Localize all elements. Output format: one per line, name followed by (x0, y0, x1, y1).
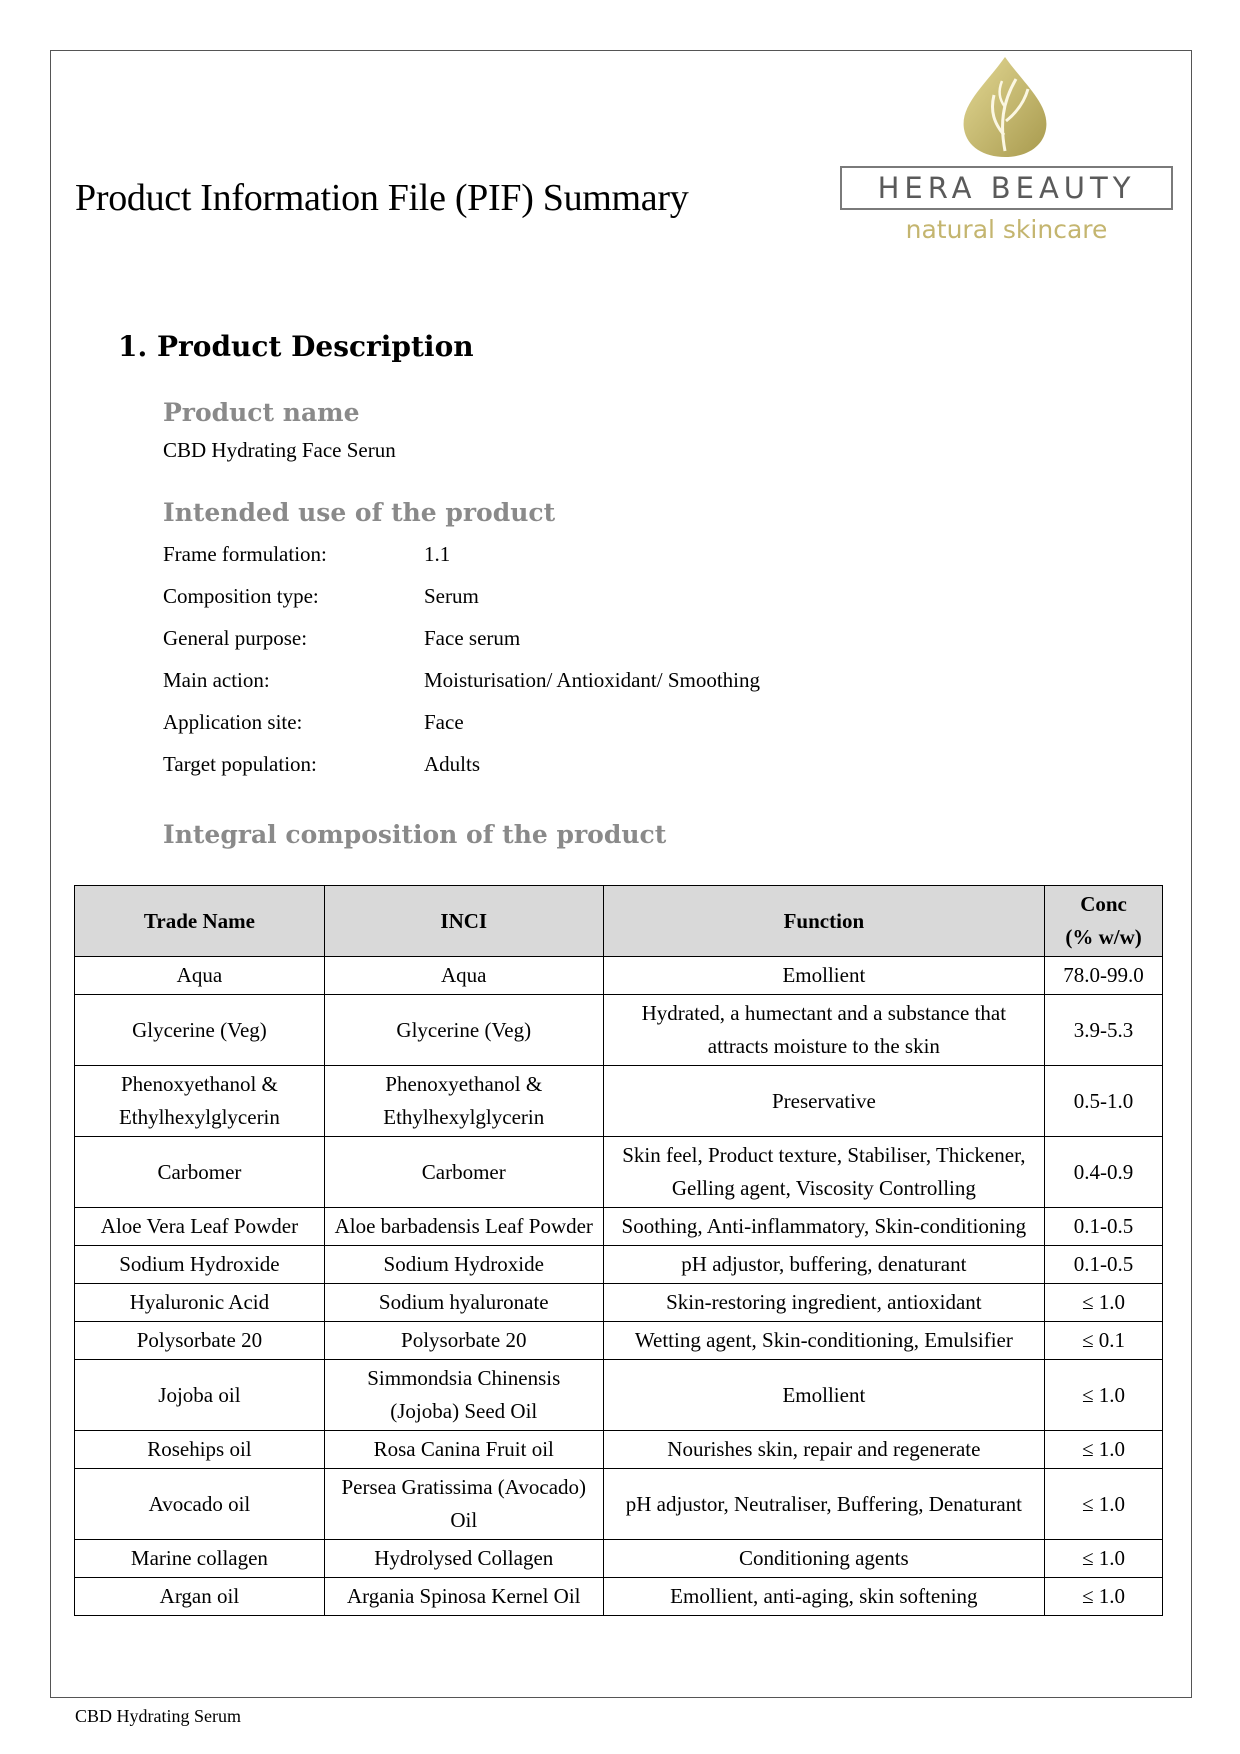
row-label: General purpose: (163, 626, 308, 650)
table-row (75, 1322, 1163, 1360)
row-label: Target population: (163, 752, 317, 776)
row-value: 1.1 (424, 542, 451, 566)
cell-trade-name: Rosehips oil (75, 1431, 325, 1469)
cell-inci: Argania Spinosa Kernel Oil (324, 1578, 603, 1616)
cell-conc: 0.1-0.5 (1045, 1208, 1163, 1246)
cell-trade-name: Aqua (75, 957, 325, 995)
cell-inci: Hydrolysed Collagen (324, 1540, 603, 1578)
intended-use-row (163, 668, 1063, 700)
column-header-trade-name: Trade Name (75, 886, 325, 957)
row-value: Adults (424, 752, 481, 776)
cell-conc: 0.1-0.5 (1045, 1246, 1163, 1284)
cell-inci: Sodium hyaluronate (324, 1284, 603, 1322)
cell-trade-name: Hyaluronic Acid (75, 1284, 325, 1322)
cell-function: Hydrated, a humectant and a substance that attracts moisture to the skin (603, 995, 1044, 1066)
cell-inci: Aqua (324, 957, 603, 995)
column-header-function: Function (603, 886, 1044, 957)
brand-tagline: natural skincare (905, 215, 1108, 244)
cell-function: Preservative (603, 1066, 1044, 1137)
column-header-conc (1045, 886, 1163, 957)
conc-header-line1: Conc (1080, 892, 1127, 916)
table-row (75, 1578, 1163, 1616)
cell-conc: 78.0-99.0 (1045, 957, 1163, 995)
row-label: Application site: (163, 710, 303, 734)
cell-function: Skin feel, Product texture, Stabiliser, Thickener, Gelling agent, Viscosity Controlling (603, 1137, 1044, 1208)
product-name-heading: Product name (163, 398, 360, 427)
intended-use-row (163, 584, 1063, 616)
cell-conc: ≤ 1.0 (1045, 1469, 1163, 1540)
table-row (75, 1360, 1163, 1431)
row-label: Main action: (163, 668, 270, 692)
cell-trade-name: Phenoxyethanol & Ethylhexylglycerin (75, 1066, 325, 1137)
cell-conc: 0.5-1.0 (1045, 1066, 1163, 1137)
intended-use-row (163, 752, 1063, 784)
row-label: Composition type: (163, 584, 319, 608)
cell-function: Conditioning agents (603, 1540, 1044, 1578)
cell-conc: 3.9-5.3 (1045, 995, 1163, 1066)
cell-inci: Sodium Hydroxide (324, 1246, 603, 1284)
table-row (75, 957, 1163, 995)
cell-trade-name: Jojoba oil (75, 1360, 325, 1431)
cell-function: Skin-restoring ingredient, antioxidant (603, 1284, 1044, 1322)
table-row (75, 1284, 1163, 1322)
cell-inci: Carbomer (324, 1137, 603, 1208)
row-label: Frame formulation: (163, 542, 327, 566)
conc-header-line2: (% w/w) (1065, 925, 1142, 949)
table-row (75, 1246, 1163, 1284)
cell-trade-name: Sodium Hydroxide (75, 1246, 325, 1284)
cell-trade-name: Aloe Vera Leaf Powder (75, 1208, 325, 1246)
table-row (75, 1469, 1163, 1540)
intended-use-heading: Intended use of the product (163, 498, 556, 527)
cell-conc: ≤ 0.1 (1045, 1322, 1163, 1360)
cell-inci: Simmondsia Chinensis (Jojoba) Seed Oil (324, 1360, 603, 1431)
table-row (75, 1208, 1163, 1246)
composition-table (74, 885, 1163, 1616)
cell-inci: Phenoxyethanol & Ethylhexylglycerin (324, 1066, 603, 1137)
row-value: Face serum (424, 626, 521, 650)
page-footer: CBD Hydrating Serum (75, 1706, 241, 1726)
table-row (75, 1540, 1163, 1578)
intended-use-row (163, 542, 1063, 574)
cell-conc: ≤ 1.0 (1045, 1540, 1163, 1578)
cell-function: pH adjustor, buffering, denaturant (603, 1246, 1044, 1284)
brand-logo (830, 55, 1175, 255)
table-row (75, 1137, 1163, 1208)
cell-inci: Polysorbate 20 (324, 1322, 603, 1360)
cell-function: Nourishes skin, repair and regenerate (603, 1431, 1044, 1469)
cell-trade-name: Avocado oil (75, 1469, 325, 1540)
cell-conc: ≤ 1.0 (1045, 1284, 1163, 1322)
cell-function: Wetting agent, Skin-conditioning, Emulsifier (603, 1322, 1044, 1360)
cell-inci: Rosa Canina Fruit oil (324, 1431, 603, 1469)
column-header-inci: INCI (324, 886, 603, 957)
cell-trade-name: Argan oil (75, 1578, 325, 1616)
cell-function: pH adjustor, Neutraliser, Buffering, Denaturant (603, 1469, 1044, 1540)
cell-function: Emollient, anti-aging, skin softening (603, 1578, 1044, 1616)
cell-conc: ≤ 1.0 (1045, 1360, 1163, 1431)
cell-inci: Persea Gratissima (Avocado) Oil (324, 1469, 603, 1540)
table-row (75, 995, 1163, 1066)
gold-leaf-drop-icon (950, 55, 1060, 159)
cell-trade-name: Polysorbate 20 (75, 1322, 325, 1360)
row-value: Serum (424, 584, 479, 608)
cell-inci: Glycerine (Veg) (324, 995, 603, 1066)
section-heading: 1. Product Description (118, 330, 474, 363)
cell-function: Emollient (603, 957, 1044, 995)
intended-use-row (163, 626, 1063, 658)
intended-use-row (163, 710, 1063, 742)
cell-conc: ≤ 1.0 (1045, 1578, 1163, 1616)
brand-name: HERA BEAUTY (840, 166, 1173, 210)
cell-function: Soothing, Anti-inflammatory, Skin-conditioning (603, 1208, 1044, 1246)
cell-conc: ≤ 1.0 (1045, 1431, 1163, 1469)
cell-function: Emollient (603, 1360, 1044, 1431)
cell-trade-name: Carbomer (75, 1137, 325, 1208)
document-title: Product Information File (PIF) Summary (75, 177, 689, 219)
composition-heading: Integral composition of the product (163, 820, 667, 849)
row-value: Moisturisation/ Antioxidant/ Smoothing (424, 668, 761, 692)
cell-inci: Aloe barbadensis Leaf Powder (324, 1208, 603, 1246)
cell-conc: 0.4-0.9 (1045, 1137, 1163, 1208)
table-row (75, 1431, 1163, 1469)
table-row (75, 1066, 1163, 1137)
table-header-row (75, 886, 1163, 957)
row-value: Face (424, 710, 464, 734)
cell-trade-name: Marine collagen (75, 1540, 325, 1578)
product-name-value: CBD Hydrating Face Serun (163, 438, 396, 462)
cell-trade-name: Glycerine (Veg) (75, 995, 325, 1066)
